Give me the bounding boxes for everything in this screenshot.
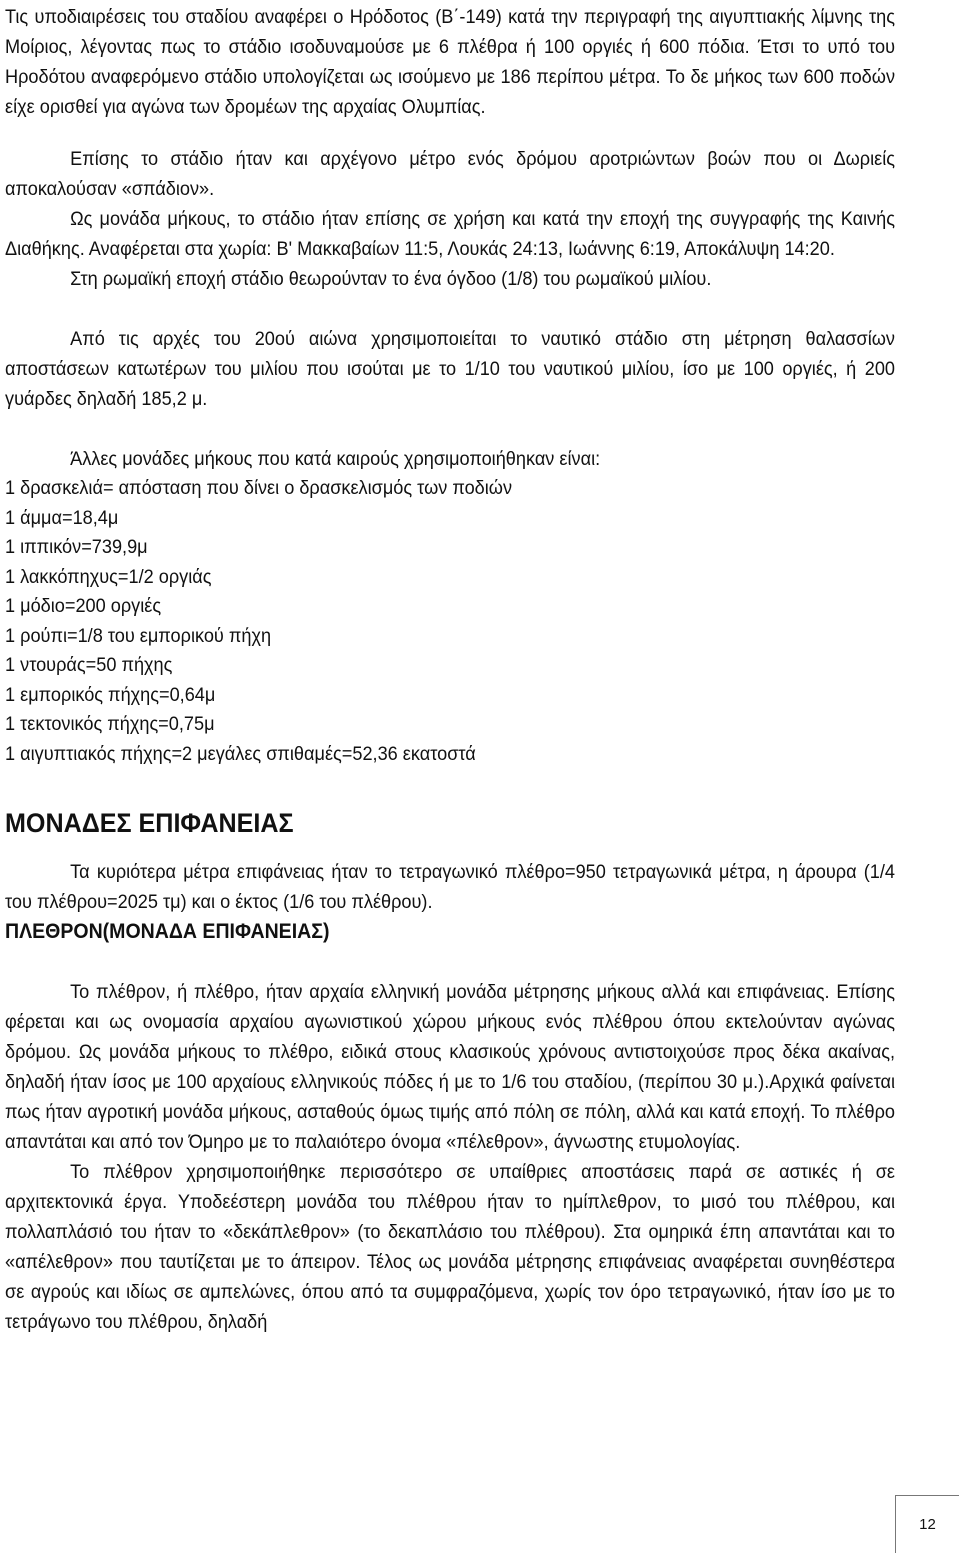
paragraph-spadion: Επίσης το στάδιο ήταν και αρχέγονο μέτρο ενός δρόμου αροτριώντων βοών που οι Δωριείς αποκαλούσαν «σπάδιον». [5, 148, 896, 200]
paragraph-nautical-stadium: Από τις αρχές του 20ού αιώνα χρησιμοποιείται το ναυτικό στάδιο στη μέτρηση θαλασσίων αποστάσεων κατωτέρων του μιλίου που ισούται με το 1/10 του ναυτικού μιλίου, ίσο με 100 οργιές, ή 200 γυάρδες δηλαδή 185,2 μ. [5, 328, 896, 410]
list-item: 1 ιππικόν=739,9μ [5, 536, 148, 558]
list-item: 1 ρούπι=1/8 του εμπορικού πήχη [5, 624, 272, 647]
paragraph-roman-era: Στη ρωμαϊκή εποχή στάδιο θεωρούνταν το ένα όγδοο (1/8) του ρωμαϊκού μιλίου. [70, 268, 712, 290]
list-item: 1 τεκτονικός πήχης=0,75μ [5, 713, 215, 735]
plethron-heading-bold: ΠΛΕΘΡΟΝ [5, 920, 103, 943]
page-number: 12 [895, 1495, 959, 1553]
list-item: 1 άμμα=18,4μ [5, 506, 119, 529]
paragraph-plethron-usage: Το πλέθρον χρησιμοποιήθηκε περισσότερο σε υπαίθριες αποστάσεις παρά σε αστικές ή σε αρχιτεκτονικά έργα. Υποδεέστερη μονάδα του πλέθρου ήταν το ημίπλεθρον, το μισό του πλέθρου, και πολλαπλάσιό του ήταν το «δεκάπλεθρον» (το δεκαπλάσιο του πλέθρου). Στα ομηρικά έπη απαντάται και το «απέλεθρον» που ταυτίζεται με το άπειρον. Τέλος ως μονάδα μέτρησης επιφάνειας αναφέρεται συνηθέστερα σε αγρούς και ιδίως σε αμπελώνες, όπου από τα συμφραζόμενα, χωρίς τον όρο τετραγωνικό, ήταν ίσο με το τετράγωνο του πλέθρου, δηλαδή [5, 1161, 896, 1333]
surface-units-heading: ΜΟΝΑΔΕΣ ΕΠΙΦΑΝΕΙΑΣ [5, 808, 294, 838]
plethron-heading [5, 917, 895, 947]
units-list [5, 474, 895, 769]
paragraph-herodotus: Τις υποδιαιρέσεις του σταδίου αναφέρει ο Ηρόδοτος (Β΄-149) κατά την περιγραφή της αιγυπτιακής λίμνης της Μοίριος, λέγοντας πως το στάδιο ισοδυναμούσε με 6 πλέθρα ή 100 οργιές ή 600 πόδια. Έτσι το υπό του Ηροδότου αναφερόμενο στάδιο υπολογίζεται ως ισούμενο με 186 περίπου μέτρα. Το δε μήκος των 600 ποδών είχε ορισθεί για αγώνα των δρομέων της αρχαίας Ολυμπίας. [5, 6, 896, 118]
units-list-intro: Άλλες μονάδες μήκους που κατά καιρούς χρησιμοποιήθηκαν είναι: [70, 448, 601, 470]
paragraph-plethron-definition: Το πλέθρον, ή πλέθρο, ήταν αρχαία ελληνική μονάδα μέτρησης μήκους αλλά και επιφάνειας. Επίσης φέρεται και ως ονομασία αρχαίου αγωνιστικού χώρου μήκους ενός πλέθρου όπου εκτελούνταν αγώνας δρόμου. Ως μονάδα μήκους το πλέθρο, ειδικά στους κλασικούς χρόνους αντιστοιχούσε προς δέκα ακαίνας, δηλαδή ήταν ίσος με 100 αρχαίους ελληνικούς πόδες ή με το 1/6 του σταδίου, (περίπου 30 μ.).Αρχικά φαίνεται πως ήταν αγροτική μονάδα μήκους, ασταθούς όμως τιμής από πόλη σε πόλη, αλλά και κατά εποχή. Το πλέθρο απαντάται και από τον Όμηρο με το παλαιότερο όνομα «πέλεθρον», άγνωστης ετυμολογίας. [5, 981, 896, 1153]
list-item: 1 αιγυπτιακός πήχης=2 μεγάλες σπιθαμές=52,36 εκατοστά [5, 742, 476, 765]
paragraph-new-testament: Ως μονάδα μήκους, το στάδιο ήταν επίσης σε χρήση και κατά την εποχή της συγγραφής της Καινής Διαθήκης. Αναφέρεται στα χωρία: Β' Μακκαβαίων 11:5, Λουκάς 24:13, Ιωάννης 6:19, Αποκάλυψη 14:20. [5, 208, 896, 260]
document-body [5, 2, 895, 1337]
list-item: 1 εμπορικός πήχης=0,64μ [5, 683, 216, 706]
list-item: 1 μόδιο=200 οργιές [5, 595, 162, 617]
list-item: 1 λακκόπηχυς=1/2 οργιάς [5, 565, 212, 588]
list-item: 1 δρασκελιά= απόσταση που δίνει ο δρασκελισμός των ποδιών [5, 477, 513, 499]
list-item: 1 ντουράς=50 πήχης [5, 654, 173, 676]
plethron-heading-rest: (ΜΟΝΑΔΑ ΕΠΙΦΑΝΕΙΑΣ) [102, 920, 330, 943]
paragraph-surface-units: Τα κυριότερα μέτρα επιφάνειας ήταν το τετραγωνικό πλέθρο=950 τετραγωνικά μέτρα, η άρουρα (1/4 του πλέθρου=2025 τμ) και ο έκτος (1/6 του πλέθρου). [5, 861, 896, 913]
